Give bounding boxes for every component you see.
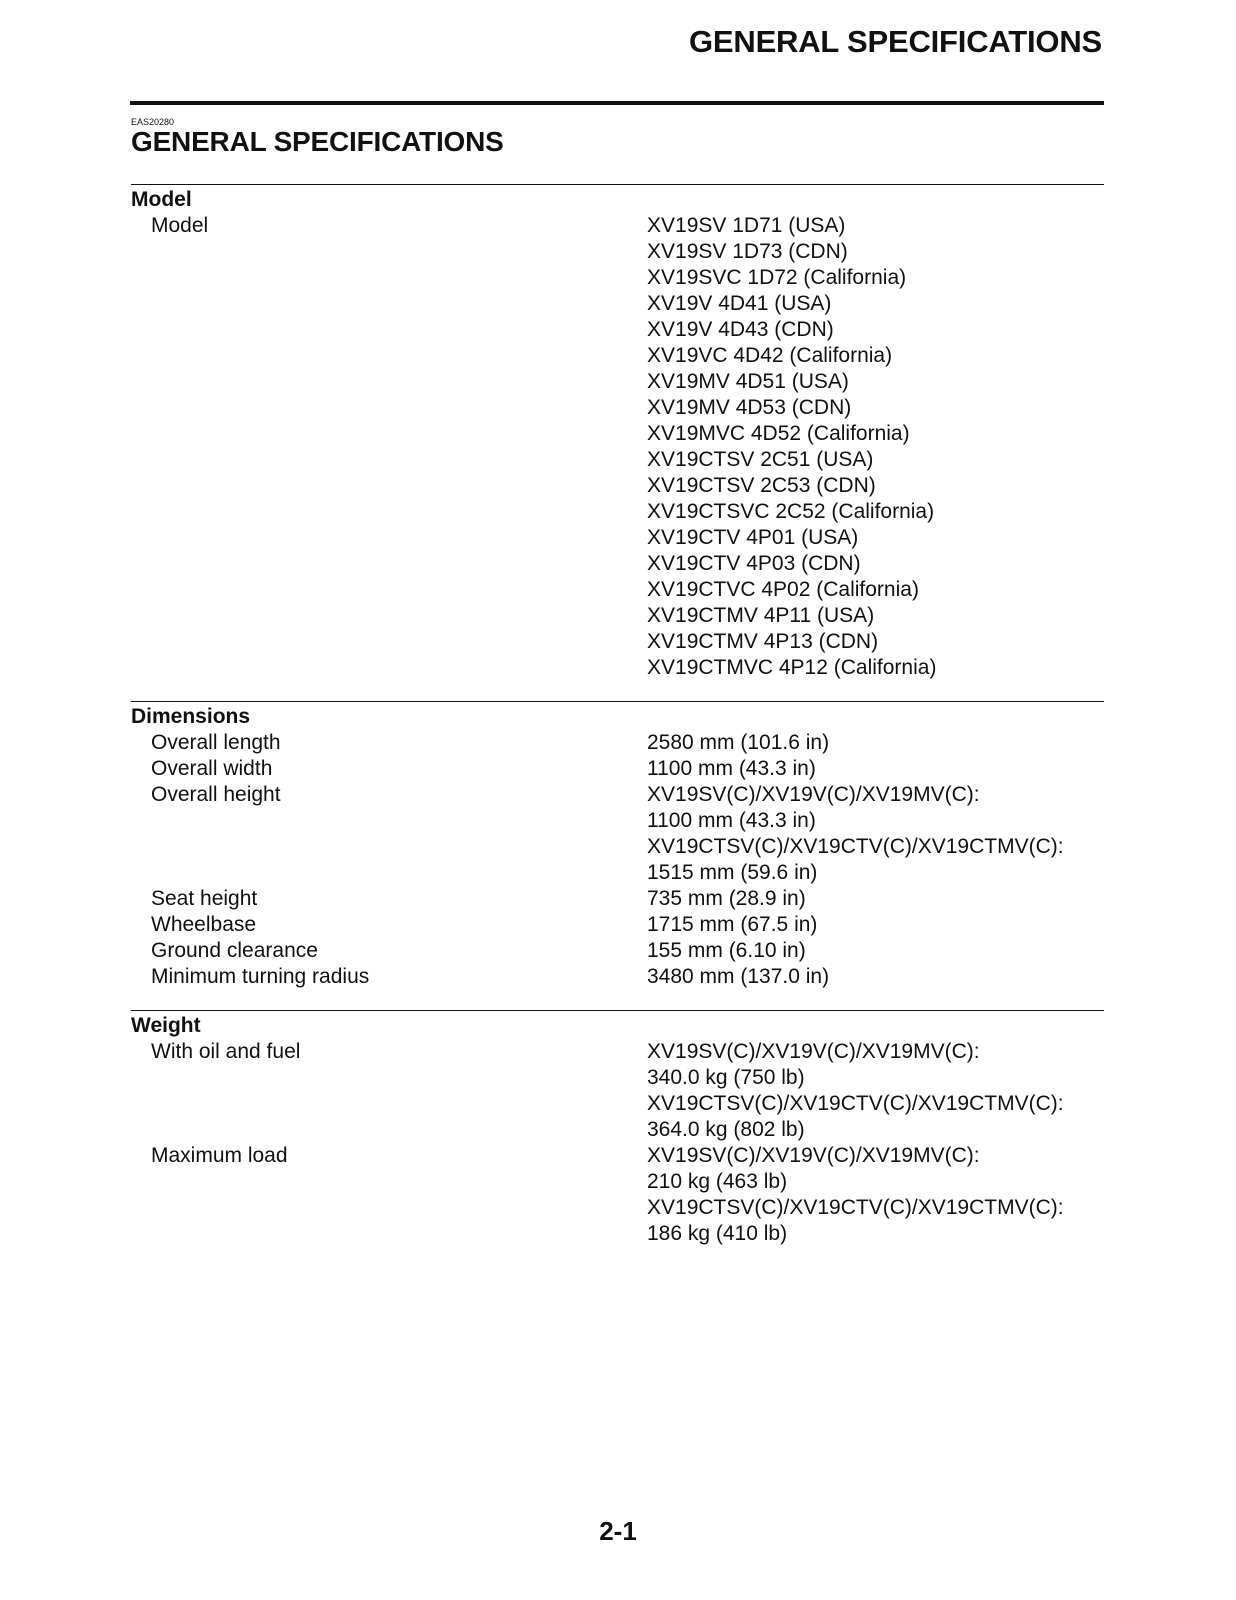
spec-values (647, 886, 1104, 912)
spec-value: XV19V 4D43 (CDN) (647, 318, 834, 341)
page-number: 2-1 (599, 1516, 637, 1546)
spec-values (647, 912, 1104, 938)
spec-row (131, 938, 1104, 964)
spec-group-title: Model (131, 188, 192, 211)
spec-value: 364.0 kg (802 lb) (647, 1118, 805, 1141)
spec-value: XV19SV 1D73 (CDN) (647, 240, 848, 263)
spec-group-model (131, 184, 1104, 701)
spec-value: XV19CTMV 4P11 (USA) (647, 604, 875, 627)
spec-group-title: Weight (131, 1014, 201, 1037)
spec-row (131, 730, 1104, 756)
spec-value: 3480 mm (137.0 in) (647, 965, 830, 988)
spec-value: 155 mm (6.10 in) (647, 939, 806, 962)
spec-row (131, 213, 1104, 681)
spec-value: 1715 mm (67.5 in) (647, 913, 818, 936)
spec-value: XV19CTMVC 4P12 (California) (647, 656, 937, 679)
spec-values (647, 782, 1104, 886)
spec-value: XV19CTMV 4P13 (CDN) (647, 630, 879, 653)
spec-value: XV19CTSVC 2C52 (California) (647, 500, 935, 523)
spec-value: XV19VC 4D42 (California) (647, 344, 893, 367)
spec-values (647, 1039, 1104, 1143)
spec-value: XV19CTSV 2C53 (CDN) (647, 474, 876, 497)
section-title: GENERAL SPECIFICATIONS (131, 126, 504, 157)
spec-row (131, 782, 1104, 886)
spec-value: 340.0 kg (750 lb) (647, 1066, 805, 1089)
spec-label: Minimum turning radius (151, 965, 370, 988)
spec-values (647, 756, 1104, 782)
spec-value: XV19V 4D41 (USA) (647, 292, 832, 315)
spec-values (647, 730, 1104, 756)
spec-value: XV19CTVC 4P02 (California) (647, 578, 919, 601)
spec-value: 1100 mm (43.3 in) (647, 809, 816, 832)
spec-value: 210 kg (463 lb) (647, 1170, 788, 1193)
spec-group-title: Dimensions (131, 705, 251, 728)
spec-value: XV19MV 4D53 (CDN) (647, 396, 852, 419)
spec-value: 1515 mm (59.6 in) (647, 861, 818, 884)
spec-value: XV19CTSV(C)/XV19CTV(C)/XV19CTMV(C): (647, 835, 1064, 858)
spec-values (647, 938, 1104, 964)
header-rule (130, 101, 1104, 105)
spec-row (131, 1039, 1104, 1143)
spec-value: XV19MV 4D51 (USA) (647, 370, 849, 393)
spec-value: XV19SVC 1D72 (California) (647, 266, 907, 289)
spec-row (131, 886, 1104, 912)
spec-value: XV19CTSV(C)/XV19CTV(C)/XV19CTMV(C): (647, 1196, 1064, 1219)
spec-value: XV19SV(C)/XV19V(C)/XV19MV(C): (647, 783, 980, 806)
spec-value: XV19MVC 4D52 (California) (647, 422, 910, 445)
spec-value: XV19CTV 4P01 (USA) (647, 526, 859, 549)
spec-label: With oil and fuel (151, 1040, 301, 1063)
spec-value: 1100 mm (43.3 in) (647, 757, 816, 780)
spec-values (647, 213, 1104, 681)
spec-value: XV19SV(C)/XV19V(C)/XV19MV(C): (647, 1144, 980, 1167)
spec-group-dimensions (131, 701, 1104, 1010)
spec-row (131, 964, 1104, 990)
spec-label: Maximum load (151, 1144, 288, 1167)
spec-label: Overall height (151, 783, 281, 806)
spec-row (131, 1143, 1104, 1247)
page-header-title: GENERAL SPECIFICATIONS (689, 24, 1102, 59)
spec-value: XV19SV 1D71 (USA) (647, 214, 846, 237)
spec-value: XV19SV(C)/XV19V(C)/XV19MV(C): (647, 1040, 980, 1063)
spec-value: XV19CTSV(C)/XV19CTV(C)/XV19CTMV(C): (647, 1092, 1064, 1115)
spec-value: XV19CTSV 2C51 (USA) (647, 448, 874, 471)
spec-label: Overall length (151, 731, 281, 754)
spec-label: Seat height (151, 887, 258, 910)
spec-label: Model (151, 214, 209, 237)
spec-row (131, 912, 1104, 938)
spec-value: 186 kg (410 lb) (647, 1222, 788, 1245)
spec-values (647, 964, 1104, 990)
spec-values (647, 1143, 1104, 1247)
spec-value: 735 mm (28.9 in) (647, 887, 806, 910)
spec-label: Ground clearance (151, 939, 318, 962)
spec-label: Wheelbase (151, 913, 257, 936)
spec-table (131, 184, 1104, 1267)
section-code: EAS20280 (131, 117, 175, 127)
spec-group-weight (131, 1010, 1104, 1267)
spec-value: XV19CTV 4P03 (CDN) (647, 552, 861, 575)
spec-row (131, 756, 1104, 782)
spec-value: 2580 mm (101.6 in) (647, 731, 830, 754)
spec-label: Overall width (151, 757, 273, 780)
